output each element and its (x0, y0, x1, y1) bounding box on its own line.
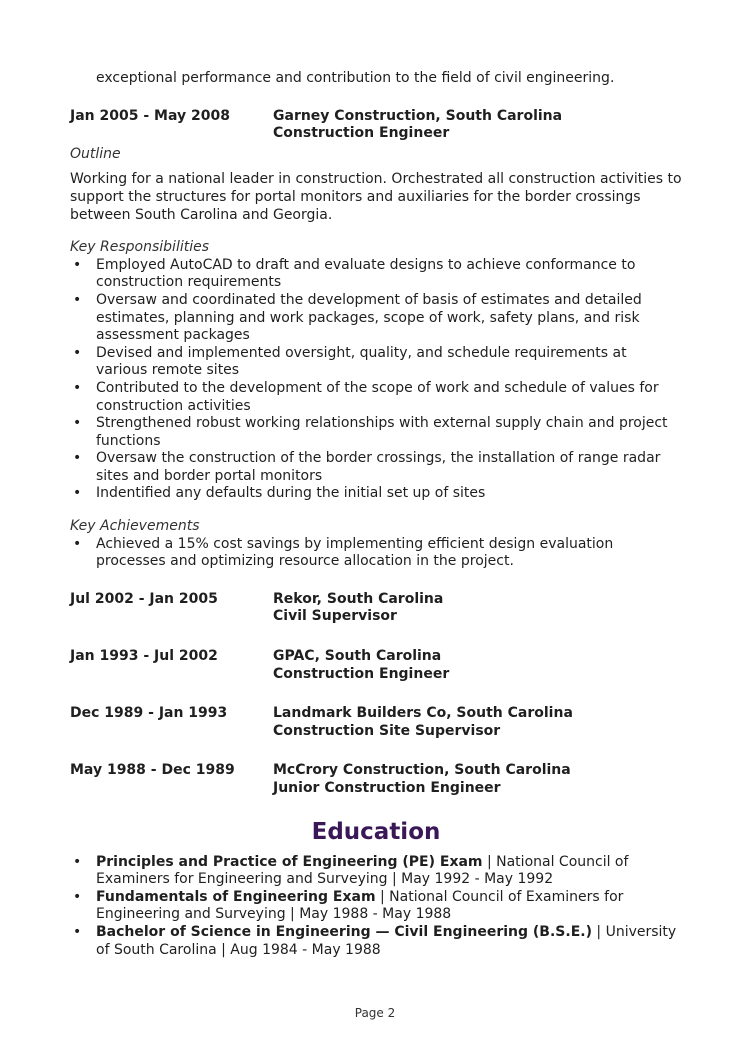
list-item: • Devised and implemented oversight, quality, and schedule requirements at various remote sites (70, 345, 682, 380)
list-item: • Achieved a 15% cost savings by implementing efficient design evaluation processes and optimizing resource allocation in the project. (70, 536, 682, 571)
job-title: Construction Engineer (273, 125, 450, 142)
list-item (70, 889, 682, 924)
outline-heading: Outline (70, 145, 121, 162)
job-company: Garney Construction, South Carolina (273, 107, 563, 124)
job-title: Junior Construction Engineer (273, 780, 501, 796)
education-heading: Education (311, 818, 441, 845)
job-landmark (70, 705, 682, 740)
resume-page (70, 70, 682, 959)
list-item: • Oversaw and coordinated the development of basis of estimates and detailed estimates, planning and work packages, scope of work, safety plans, and risk assessment packages (70, 292, 682, 345)
job-rekor (70, 591, 682, 626)
job-title: Construction Engineer (273, 665, 450, 682)
job-dates: May 1988 - Dec 1989 (70, 762, 235, 779)
education-details: | National Council of Examiners for Engineering and Surveying | May 1988 - May 1988 (96, 888, 624, 923)
list-item (70, 924, 682, 959)
job-dates: Jan 2005 - May 2008 (70, 107, 230, 124)
job-header (70, 108, 682, 143)
job-company: McCrory Construction, South Carolina (273, 762, 571, 779)
list-item: • Strengthened robust working relationships with external supply chain and project functions (70, 415, 682, 450)
education-details: | National Council of Examiners for Engineering and Surveying | May 1992 - May 1992 (96, 853, 629, 888)
job-org (273, 762, 682, 797)
outline-text: Working for a national leader in construction. Orchestrated all construction activities to support the structures for portal monitors and auxiliaries for the border crossings between South Carolina and Georgia. (70, 171, 682, 223)
list-item: • Contributed to the development of the scope of work and schedule of values for construction activities (70, 380, 682, 415)
education-name: Principles and Practice of Engineering (PE) Exam (96, 853, 483, 870)
job-mccrory (70, 762, 682, 797)
job-org (273, 108, 682, 143)
education-name: Fundamentals of Engineering Exam (96, 888, 376, 905)
responsibilities-list (70, 257, 682, 503)
job-dates: Jul 2002 - Jan 2005 (70, 590, 218, 607)
page-number: Page 2 (354, 1006, 396, 1020)
list-item: • Employed AutoCAD to draft and evaluate designs to achieve conformance to construction requirements (70, 257, 682, 292)
list-item: • Oversaw the construction of the border crossings, the installation of range radar sites and border portal monitors (70, 450, 682, 485)
job-dates: Dec 1989 - Jan 1993 (70, 705, 228, 722)
job-dates: Jan 1993 - Jul 2002 (70, 648, 218, 665)
job-org (273, 648, 682, 683)
job-company: Rekor, South Carolina (273, 590, 444, 607)
job-org (273, 705, 682, 740)
list-item: • Indentified any defaults during the initial set up of sites (70, 485, 682, 503)
education-details: | University of South Carolina | Aug 1984 - May 1988 (96, 923, 677, 958)
job-title: Construction Site Supervisor (273, 722, 501, 739)
job-gpac (70, 648, 682, 683)
list-item (70, 854, 682, 889)
education-name: Bachelor of Science in Engineering — Civil Engineering (B.S.E.) (96, 923, 592, 940)
responsibilities-heading: Key Responsibilities (70, 239, 210, 256)
job-company: Landmark Builders Co, South Carolina (273, 705, 573, 722)
education-list (70, 854, 682, 960)
job-company: GPAC, South Carolina (273, 648, 442, 665)
job-garney (70, 108, 682, 571)
job-title: Civil Supervisor (273, 608, 397, 625)
achievements-list (70, 536, 682, 571)
job-org (273, 591, 682, 626)
previous-achievement-tail: exceptional performance and contribution to the field of civil engineering. (96, 70, 615, 86)
achievements-heading: Key Achievements (70, 518, 200, 535)
